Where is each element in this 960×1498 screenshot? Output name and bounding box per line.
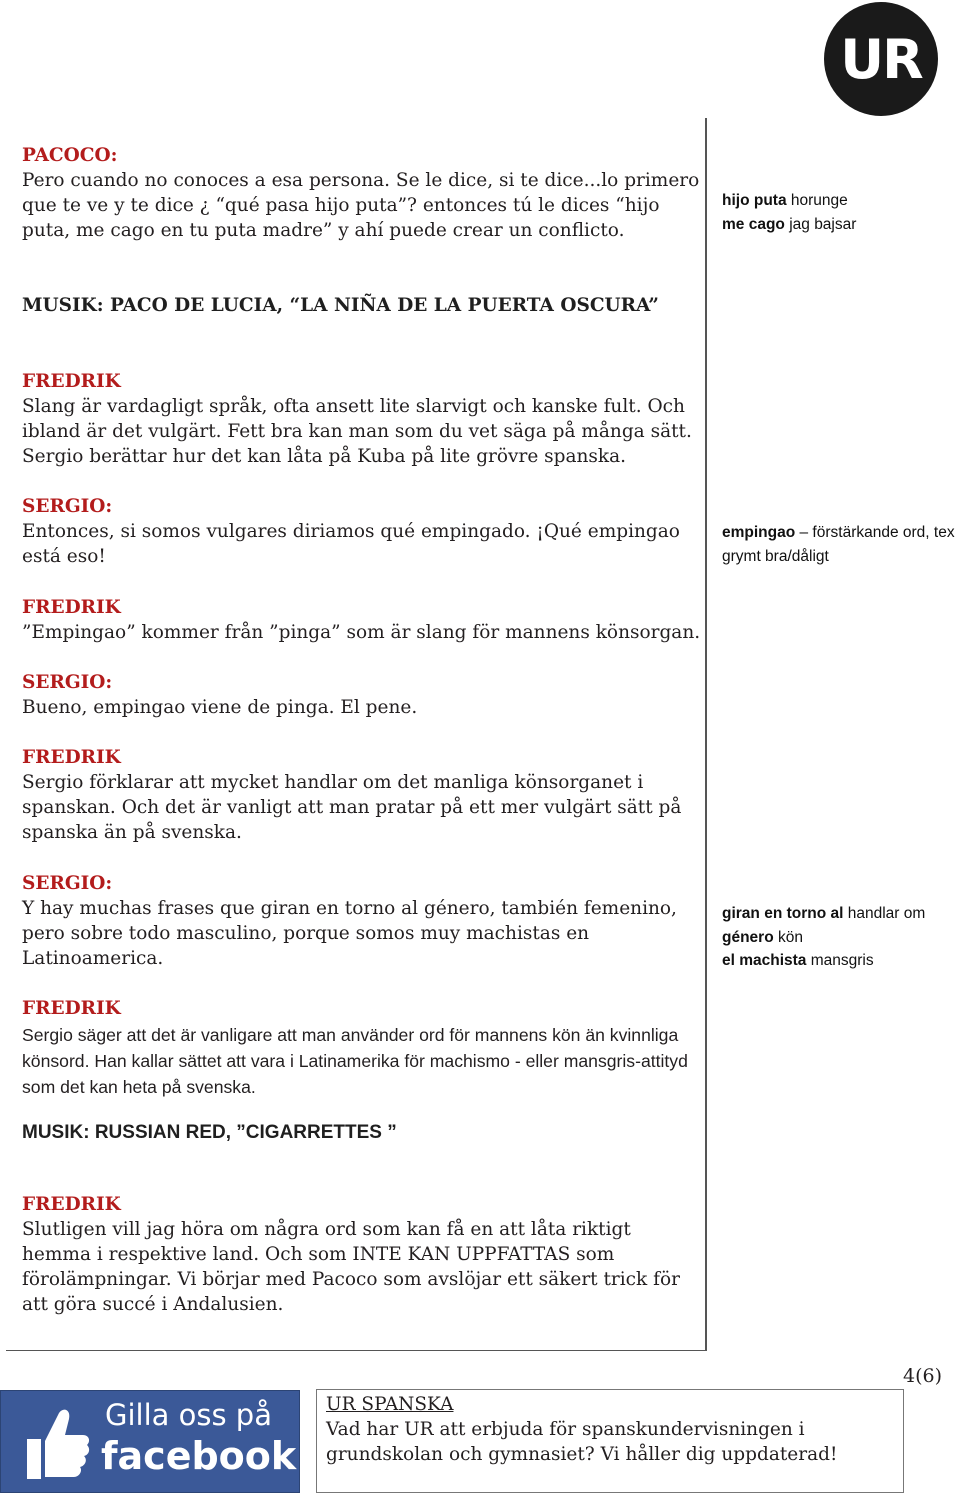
thumbs-up-icon	[21, 1403, 91, 1483]
glossary-meaning: horunge	[786, 192, 848, 209]
speaker-label: PACOCO:	[22, 145, 118, 166]
facebook-like-text: Gilla oss på	[105, 1398, 272, 1432]
facebook-like-banner[interactable]	[0, 1390, 300, 1493]
glossary-entry	[722, 949, 960, 973]
glossary-entry	[722, 902, 960, 926]
dialogue-text: Y hay muchas frases que giran en torno al género, también femenino, pero sobre todo masculino, porque somos muy machistas en Latinoamerica.	[22, 898, 677, 969]
speaker-label: FREDRIK	[22, 371, 121, 392]
dialogue-fredrik	[22, 595, 702, 645]
dialogue-sergio	[22, 494, 702, 569]
dialogue-text: Sergio säger att det är vanligare att man använder ord för mannens kön än kvinnliga könsord. Han kallar sättet att vara i Latinamerika för machismo - eller mansgris-attityd som det kan heta på svenska.	[22, 1025, 688, 1097]
speaker-label: FREDRIK	[22, 747, 121, 768]
dialogue-text: Slutligen vill jag höra om några ord som kan få en att låta riktigt hemma i respektive land. Och som INTE KAN UPPFATTAS som förolämpningar. Vi börjar med Pacoco som avslöjar ett säkert trick för att göra succé i Andalusien.	[22, 1219, 680, 1315]
dialogue-text: Sergio förklarar att mycket handlar om det manliga könsorganet i spanskan. Och det är vanligt att man pratar på ett mer vulgärt sätt på spanska än på svenska.	[22, 772, 682, 843]
speaker-label: FREDRIK	[22, 1194, 121, 1215]
glossary-term: me cago	[722, 215, 785, 233]
dialogue-text: Pero cuando no conoces a esa persona. Se le dice, si te dice...lo primero que te ve y te dice ¿ “qué pasa hijo puta”? entonces tú le dices “hijo puta, me cago en tu puta madre” y ahí puede crear un conflicto.	[22, 170, 700, 241]
glossary-note	[722, 902, 960, 973]
dialogue-pacoco	[22, 143, 702, 243]
dialogue-fredrik	[22, 1192, 702, 1317]
glossary-entry	[722, 189, 960, 213]
speaker-label: FREDRIK	[22, 597, 121, 618]
glossary-entry	[722, 213, 960, 237]
dialogue-text: ”Empingao” kommer från ”pinga” som är slang för mannens könsorgan.	[22, 622, 701, 643]
glossary-note	[722, 521, 960, 568]
glossary-term: género	[722, 928, 774, 946]
dialogue-sergio	[22, 871, 702, 971]
glossary-meaning: – förstärkande ord, tex grymt bra/dåligt	[722, 524, 955, 565]
glossary-entry	[722, 926, 960, 950]
facebook-wordmark: facebook	[101, 1434, 297, 1478]
dialogue-fredrik	[22, 369, 702, 469]
speaker-label: FREDRIK	[22, 998, 121, 1019]
dialogue-fredrik	[22, 745, 702, 845]
glossary-term: el machista	[722, 952, 807, 969]
glossary-term: hijo puta	[722, 192, 787, 209]
glossary-meaning: mansgris	[806, 952, 874, 969]
glossary-meaning: kön	[773, 928, 803, 946]
glossary-meaning: handlar om	[843, 905, 926, 922]
speaker-label: SERGIO:	[22, 873, 113, 894]
promo-text: Vad har UR att erbjuda för spanskundervisningen i grundskolan och gymnasiet? Vi håller dig uppdaterad!	[326, 1419, 838, 1465]
glossary-note	[722, 189, 960, 236]
column-divider	[705, 118, 707, 1351]
dialogue-sergio	[22, 670, 702, 720]
dialogue-fredrik	[22, 996, 702, 1100]
dialogue-text: Bueno, empingao viene de pinga. El pene.	[22, 697, 418, 718]
page-number: 4(6)	[903, 1365, 943, 1387]
dialogue-text: Slang är vardagligt språk, ofta ansett lite slarvigt och kanske fult. Och ibland är det vulgärt. Fett bra kan man som du vet säga på många sätt. Sergio berättar hur det kan låta på Kuba på lite grövre spanska.	[22, 396, 692, 467]
speaker-label: SERGIO:	[22, 496, 113, 517]
glossary-entry	[722, 521, 960, 568]
music-cue: MUSIK: PACO DE LUCIA, “LA NIÑA DE LA PUERTA OSCURA”	[22, 295, 659, 316]
bottom-divider	[6, 1350, 706, 1351]
ur-logo: UR	[824, 2, 938, 116]
glossary-term: empingao	[722, 524, 796, 541]
promo-title-link[interactable]: UR SPANSKA	[326, 1394, 454, 1415]
ur-spanska-promo	[316, 1389, 904, 1493]
dialogue-text: Entonces, si somos vulgares diriamos qué empingado. ¡Qué empingao está eso!	[22, 521, 680, 567]
speaker-label: SERGIO:	[22, 672, 113, 693]
glossary-term: giran en torno al	[722, 905, 844, 922]
glossary-meaning: jag bajsar	[784, 215, 857, 233]
music-cue: MUSIK: RUSSIAN RED, ”CIGARRETTES ”	[22, 1122, 397, 1143]
